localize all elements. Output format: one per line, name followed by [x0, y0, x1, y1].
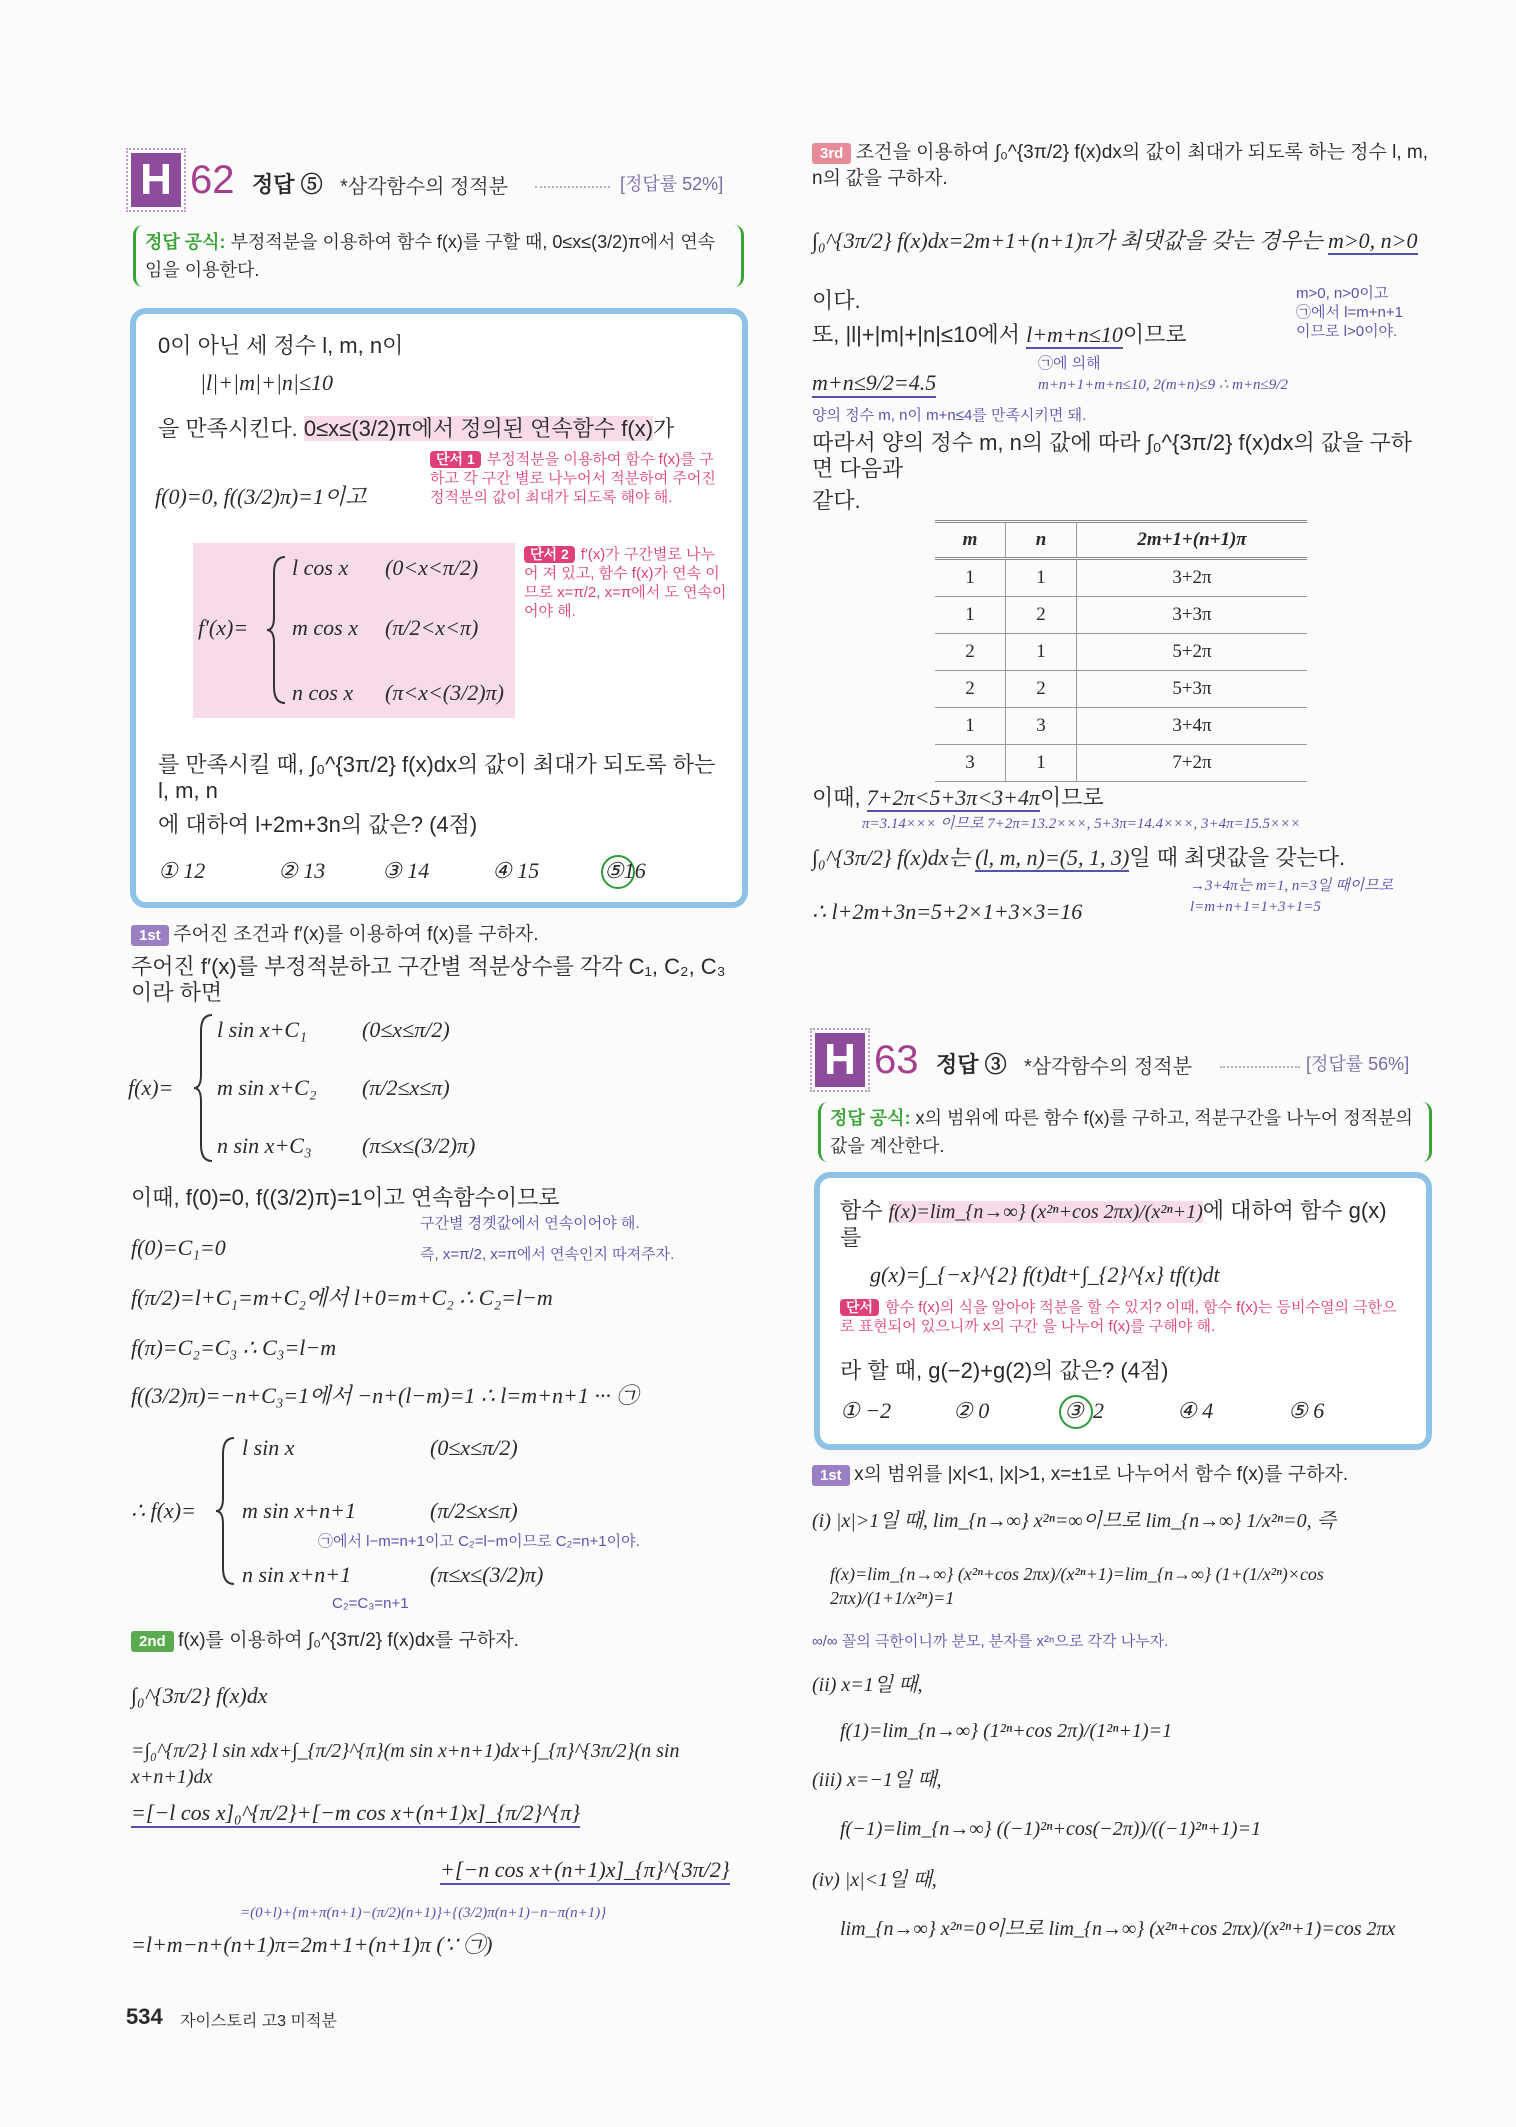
text: 이므로 [1122, 322, 1187, 347]
table-cell: 5+3π [1077, 671, 1308, 708]
table-row [935, 634, 1307, 671]
text: ∫₀^{3π/2} f(x)dx=2m+1+(n+1)π가 최댓값을 갖는 경우는 [812, 228, 1328, 253]
solution-line: =l+m−n+(n+1)π=2m+1+(n+1)π (∵ ㉠) [131, 1932, 493, 1957]
note-text: ㉠에서 l=m+n+1 [1296, 304, 1403, 321]
hint-text: 별로 나누어서 적분하여 주어진 정적분의 값이 [430, 470, 716, 506]
table-cell: 1 [1006, 634, 1077, 671]
table-cell: 3+4π [1077, 708, 1308, 745]
solution-line: =∫₀^{π/2} l sin xdx+∫_{π/2}^{π}(m sin x+n+1)dx+∫_{π}^{3π/2}(n sin x+n+1)dx [131, 1740, 680, 1788]
case-expr: l cos x [292, 555, 349, 580]
solution-line: (iii) x=−1일 때, [812, 1769, 942, 1791]
note: ㉠에 의해 [1038, 355, 1101, 372]
solution-line: f(π)=C₂=C₃ ∴ C₃=l−m [131, 1335, 337, 1360]
solution-line: 주어진 f′(x)를 부정적분하고 구간별 적분상수를 각각 C₁, C₂, C₃이라 하면 [131, 954, 726, 1005]
solution-line: =[−l cos x]₀^{π/2}+[−m cos x+(n+1)x]_{π/2}^{π} [131, 1800, 580, 1828]
table-row [935, 597, 1307, 634]
hint-text: 부정적분을 이용하여 함수 f(x)를 구하고 각 구간 [430, 451, 714, 487]
problem-line: f(0)=0, f((3/2)π)=1이고 [155, 484, 367, 509]
note: C₂=C₃=n+1 [332, 1595, 409, 1612]
table-cell: 3+2π [1077, 559, 1308, 597]
case-expr: n cos x [292, 680, 354, 705]
solution-line [812, 322, 1187, 348]
solution-line: m+n≤9/2=4.5 [812, 370, 936, 398]
step-title: 주어진 조건과 f′(x)를 이용하여 f(x)를 구하자. [173, 924, 539, 945]
hint-2 [524, 545, 729, 621]
leader-dots [1220, 1066, 1300, 1068]
formula-text-block [145, 228, 730, 284]
case-cond: (0<x<π/2) [385, 555, 479, 580]
solution-line: f(−1)=lim_{n→∞} ((−1)²ⁿ+cos(−2π))/((−1)²ⁿ+1)=1 [840, 1818, 1262, 1840]
table-cell: 1 [935, 559, 1006, 597]
table-header: m [935, 522, 1006, 559]
note: m+n+1+m+n≤10, 2(m+n)≤9 ∴ m+n≤9/2 [1038, 377, 1288, 393]
table-row [935, 708, 1307, 745]
solution-line: 이다. [812, 288, 861, 313]
answer-label: 정답 ⑤ [252, 172, 323, 197]
highlight-text: f(x)=lim_{n→∞} (x²ⁿ+cos 2πx)/(x²ⁿ+1) [888, 1201, 1203, 1223]
hint-text: 최대가 되도록 해야 해. [525, 489, 673, 506]
question-badge: H [815, 1033, 865, 1087]
note: →3+4π는 m=1, n=3일 때이므로 [1190, 878, 1394, 894]
choice-2[interactable]: ② 13 [278, 858, 326, 883]
solution-line: f(x)=lim_{n→∞} (x²ⁿ+cos 2πx)/(x²ⁿ+1)=lim_{n→∞} (1+(1/x²ⁿ)×cos 2πx)/(1+1/x²ⁿ)=1 [830, 1564, 1324, 1608]
solution-line [812, 228, 1432, 254]
note: l=m+n+1=1+3+1=5 [1190, 899, 1321, 915]
note: ∞/∞ 꼴의 극한이니까 분모, 분자를 x²ⁿ으로 각각 나누자. [812, 1633, 1169, 1650]
solution-line [812, 845, 1432, 871]
solution-line: +[−n cos x+(n+1)x]_{π}^{3π/2} [440, 1857, 730, 1885]
note: 구간별 경곗값에서 연속이어야 해. [420, 1215, 640, 1232]
text: 또, |l|+|m|+|n|≤10에서 [812, 322, 1027, 347]
case-expr: m sin x+C₂ [217, 1075, 317, 1100]
step-tag: 1st [131, 925, 169, 946]
solution-line: (ii) x=1일 때, [812, 1674, 923, 1696]
step-title: 조건을 이용하여 ∫₀^{3π/2} f(x)dx의 값이 최대가 되도록 하는 정수 l, m, n의 [812, 142, 1428, 189]
problem-line [840, 1198, 1405, 1251]
hint-text: 져 있고, 함수 f(x)가 연속 [542, 565, 702, 582]
question-badge: H [131, 153, 181, 207]
choice-1[interactable]: ① −2 [840, 1398, 892, 1423]
table-cell: 2 [1006, 671, 1077, 708]
case-expr: l sin x+C₁ [217, 1017, 307, 1042]
note: =(0+l)+{m+π(n+1)−(π/2)(n+1)}+{(3/2)π(n+1)−n−π(n+1)} [240, 1905, 607, 1921]
brace-icon [192, 1013, 216, 1163]
case-cond: (π/2≤x≤π) [430, 1498, 518, 1523]
solution-line: ∴ l+2m+3n=5+2×1+3×3=16 [812, 899, 1083, 924]
hint [840, 1298, 1405, 1336]
table-cell: 1 [1006, 745, 1077, 782]
problem-line: 라 할 때, g(−2)+g(2)의 값은? (4점) [840, 1358, 1169, 1383]
answer-label: 정답 ③ [936, 1052, 1007, 1077]
table-cell: 1 [935, 708, 1006, 745]
table-cell: 3+3π [1077, 597, 1308, 634]
brace-icon [265, 555, 289, 705]
leader-dots [535, 186, 610, 188]
page-number: 534 [126, 2004, 163, 2029]
table-cell: 1 [1006, 559, 1077, 597]
choice-1[interactable]: ① 12 [158, 858, 206, 883]
table-cell: 2 [1006, 597, 1077, 634]
solution-line: ∫₀^{3π/2} f(x)dx [131, 1683, 268, 1708]
formula-text: 부정적분을 이용하여 함수 f(x)를 구할 때, 0≤x≤(3/2)π에서 연속임 [145, 232, 716, 280]
step-title: 값을 구하자. [845, 168, 948, 189]
value-table [935, 520, 1307, 782]
table-cell: 5+2π [1077, 634, 1308, 671]
therefore-label: ∴ f(x)= [131, 1498, 196, 1523]
text: 에 대하여 함수 g(x)를 [840, 1198, 1387, 1250]
hint-text: 함수 f(x)의 식을 알아야 적분을 할 수 [885, 1299, 1121, 1316]
step2-header [131, 1628, 519, 1654]
table-cell: 3 [935, 745, 1006, 782]
problem-line [158, 416, 728, 442]
solution-line: f(π/2)=l+C₁=m+C₂에서 l+0=m+C₂ ∴ C₂=l−m [131, 1285, 553, 1310]
problem-line: 0이 아닌 세 정수 l, m, n이 [158, 333, 404, 358]
case-expr: n sin x+C₃ [217, 1133, 312, 1158]
case-cond: (0≤x≤π/2) [362, 1017, 450, 1042]
choice-4[interactable]: ④ 15 [492, 858, 540, 883]
note: 양의 정수 m, n이 m+n≤4를 만족시키면 돼. [812, 407, 1087, 424]
solution-line: lim_{n→∞} x²ⁿ=0이므로 lim_{n→∞} (x²ⁿ+cos 2πx)/(x²ⁿ+1)=cos 2πx [840, 1918, 1396, 1940]
step1-header [812, 1462, 1432, 1488]
choice-5[interactable]: ⑤16 [604, 858, 646, 883]
step-title: f(x)를 이용하여 ∫₀^{3π/2} f(x)dx를 구하자. [178, 1630, 519, 1651]
highlight-text: 0≤x≤(3/2)π에서 정의된 연속함수 f(x) [303, 416, 654, 441]
hint-text: 있지? 이때, 함수 f(x)는 등비수열의 [1124, 1299, 1349, 1316]
correct-rate: [정답률 52%] [620, 174, 724, 194]
note [1296, 284, 1403, 341]
choice-5[interactable]: ⑤ 6 [1288, 1398, 1325, 1423]
solution-line: f((3/2)π)=−n+C₃=1에서 −n+(l−m)=1 ∴ l=m+n+1 ··· ㉠ [131, 1383, 639, 1408]
step-tag: 3rd [812, 143, 851, 164]
hint-tag: 단서 1 [430, 451, 481, 468]
formula-label: 정답 공식: [145, 232, 226, 252]
hint-tag: 단서 2 [524, 546, 575, 563]
choice-2[interactable]: ② 0 [953, 1398, 990, 1423]
formula-label: 정답 공식: [830, 1108, 911, 1128]
question-number: 63 [874, 1038, 919, 1082]
text: 일 때 최댓값을 갖는다. [1129, 845, 1346, 870]
solution-line: 이때, f(0)=0, f((3/2)π)=1이고 연속함수이므로 [131, 1185, 560, 1210]
solution-line: f(0)=C₁=0 [131, 1235, 226, 1260]
formula-text: 값을 계산한다. [830, 1136, 945, 1156]
problem-line: g(x)=∫_{−x}^{2} f(t)dt+∫_{2}^{x} tf(t)dt [870, 1262, 1220, 1287]
formula-text-block [830, 1104, 1415, 1160]
note: ㉠에서 l−m=n+1이고 C₂=l−m이므로 C₂=n+1이야. [318, 1533, 640, 1550]
topic-label: *삼각함수의 정적분 [1024, 1056, 1192, 1078]
case-cond: (π/2≤x≤π) [362, 1075, 450, 1100]
case-cond: (π≤x≤(3/2)π) [362, 1133, 476, 1158]
note-text: 이므로 l>0이야. [1296, 323, 1398, 340]
table-header: 2m+1+(n+1)π [1077, 522, 1308, 559]
table-row [935, 559, 1307, 597]
table-cell: 3 [1006, 708, 1077, 745]
problem-line: 를 만족시킬 때, ∫₀^{3π/2} f(x)dx의 값이 최대가 되도록 하는 l, m, n [158, 752, 716, 803]
note-text: m>0, n>0이고 [1296, 285, 1389, 302]
case-cond: (π/2<x<π) [385, 615, 479, 640]
underlined-text: (l, m, n)=(5, 1, 3) [975, 845, 1130, 870]
correct-rate: [정답률 56%] [1306, 1054, 1410, 1074]
text: 함수 [840, 1198, 889, 1223]
solution-line: f(1)=lim_{n→∞} (1²ⁿ+cos 2π)/(1²ⁿ+1)=1 [840, 1720, 1173, 1742]
table-cell: 1 [935, 597, 1006, 634]
text: ∫₀^{3π/2} f(x)dx는 [812, 845, 976, 870]
topic-label: *삼각함수의 정적분 [340, 176, 508, 198]
hint-text: 극한으로 표현되어 있으니까 x의 구간 [840, 1299, 1397, 1335]
problem-condition: |l|+|m|+|n|≤10 [200, 370, 334, 395]
step-title: x의 범위를 |x|<1, |x|>1, x=±1로 나누어서 함수 f(x)를 구하자. [854, 1464, 1349, 1485]
problem-line: 에 대하여 l+2m+3n의 값은? (4점) [158, 812, 478, 837]
hint-text: 이므로 x=π/2, x=π에서 [524, 565, 720, 601]
case-expr: m cos x [292, 615, 358, 640]
hint-1 [430, 450, 725, 507]
f-label: f(x)= [128, 1075, 174, 1100]
case-cond: (π≤x≤(3/2)π) [430, 1562, 544, 1587]
case-expr: n sin x+n+1 [242, 1562, 352, 1587]
choice-4[interactable]: ④ 4 [1177, 1398, 1214, 1423]
hint-text: f′(x)가 구간별로 나누어 [524, 546, 715, 582]
choice-3[interactable]: ③ [1064, 1398, 1084, 1423]
solution-line: 같다. [812, 488, 861, 513]
table-row [935, 671, 1307, 708]
solution-line: (iv) |x|<1일 때, [812, 1869, 937, 1891]
solution-line: (i) |x|>1일 때, lim_{n→∞} x²ⁿ=∞이므로 lim_{n→∞} 1/x²ⁿ=0, 즉 [812, 1510, 1336, 1532]
step3-header [812, 140, 1432, 192]
table-header: n [1006, 522, 1077, 559]
table-row [935, 745, 1307, 782]
underlined-text: m>0, n>0 [1327, 228, 1418, 253]
solution-line: 따라서 양의 정수 m, n의 값에 따라 ∫₀^{3π/2} f(x)dx의 값을 구하면 다음과 [812, 430, 1413, 481]
case-expr: m sin x+n+1 [242, 1498, 357, 1523]
solution-line [812, 785, 1104, 811]
step-tag: 2nd [131, 1631, 174, 1652]
table-cell: 2 [935, 634, 1006, 671]
hint-text: 도 연속이어야 해. [524, 584, 727, 620]
choice-3-value: 2 [1093, 1398, 1104, 1423]
step1-header [131, 922, 539, 948]
step-tag: 1st [812, 1465, 850, 1486]
brace-icon [214, 1436, 238, 1586]
formula-text: x의 범위에 따른 함수 f(x)를 구하고, 적분구간을 나누어 정적분의 [915, 1108, 1413, 1128]
note: 즉, x=π/2, x=π에서 연속인지 따져주자. [420, 1246, 675, 1263]
table-cell: 2 [935, 671, 1006, 708]
hint-text: 을 나누어 f(x)를 구해야 해. [1042, 1318, 1216, 1335]
text: 가 [653, 416, 675, 441]
underlined-text: 7+2π<5+3π<3+4π [866, 785, 1041, 810]
book-title: 자이스토리 고3 미적분 [180, 2013, 337, 2030]
table-cell: 7+2π [1077, 745, 1308, 782]
hint-tag: 단서 [840, 1299, 879, 1316]
question-number: 62 [190, 158, 235, 202]
case-cond: (π<x<(3/2)π) [385, 680, 504, 705]
case-expr: l sin x [242, 1435, 295, 1460]
text: 이때, [812, 785, 867, 810]
fprime-label: f′(x)= [198, 615, 249, 640]
formula-text: 을 이용한다. [162, 260, 260, 280]
choice-3[interactable]: ③ 14 [382, 858, 430, 883]
note: π=3.14××× 이므로 7+2π=13.2×××, 5+3π=14.4×××, 3+4π=15.5××× [862, 816, 1301, 832]
text: 이므로 [1040, 785, 1104, 810]
underlined-text: l+m+n≤10 [1026, 322, 1123, 347]
text: 을 만족시킨다. [158, 416, 298, 441]
case-cond: (0≤x≤π/2) [430, 1435, 518, 1460]
